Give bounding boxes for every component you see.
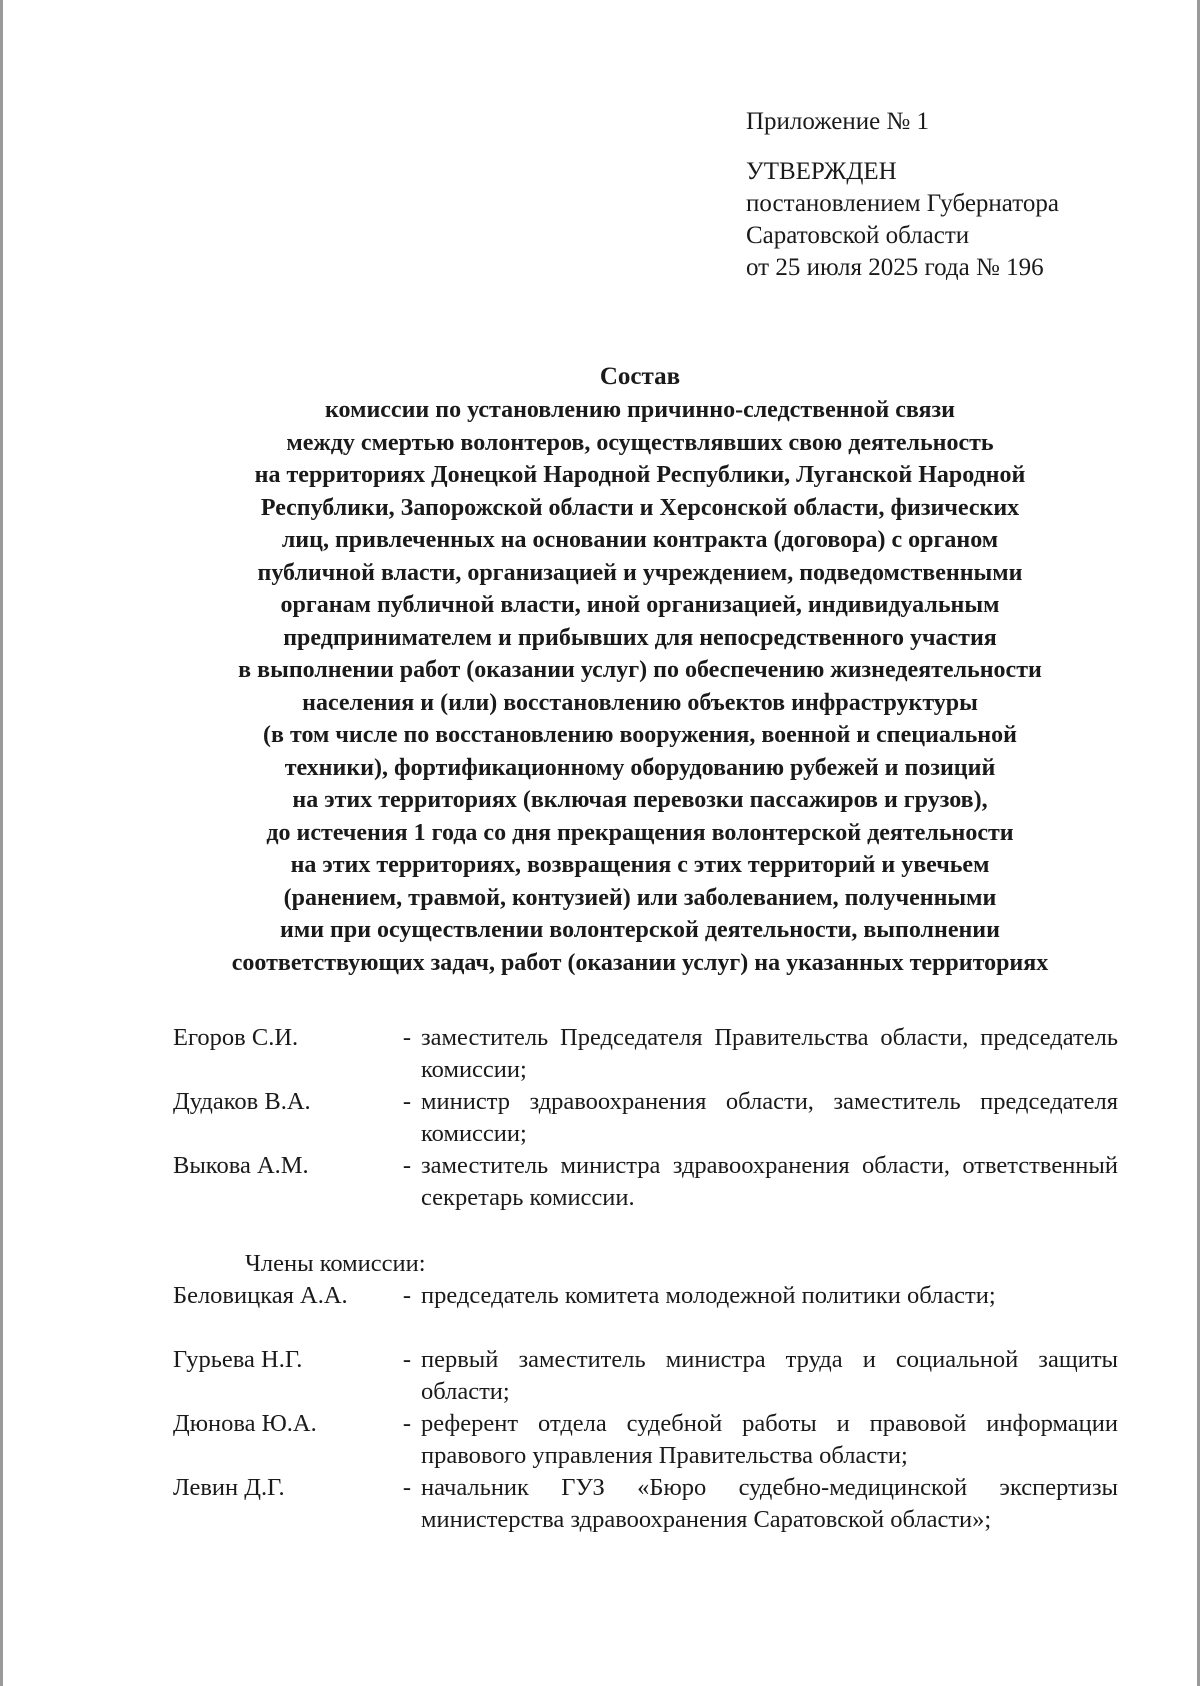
title-line: (в том числе по восстановлению вооружения, военной и специальной [263,722,1017,748]
dash-separator: - [402,1346,412,1373]
title-line: до истечения 1 года со дня прекращения волонтерской деятельности [266,819,1014,846]
title-line: населения и (или) восстановлению объектов инфраструктуры [302,689,978,716]
scan-edge-left [0,0,3,1686]
title-line: лиц, привлеченных на основании контракта (договора) с органом [281,527,999,553]
person-name: Выкова А.М. [173,1152,309,1179]
dash-separator: - [402,1410,412,1437]
title-line: публичной власти, организацией и учреждением, подведомственными [257,559,1023,586]
member-row [173,1472,1118,1536]
approved-stamp-text: УТВЕРЖДЕН [746,158,897,185]
title-line: Республики, Запорожской области и Херсонской области, физических [260,494,1020,521]
dash-separator: - [402,1282,412,1309]
title-line: (ранением, травмой, контузией) или заболеванием, полученными [283,884,997,911]
dash-separator: - [402,1088,412,1115]
commission-list [173,1022,1118,1536]
person-name: Егоров С.И. [173,1024,299,1051]
title-line: ими при осуществлении волонтерской деятельности, выполнении [280,917,1000,943]
person-name: Левин Д.Г. [173,1474,285,1501]
person-name: Беловицкая А.А. [173,1282,348,1309]
title-line: между смертью волонтеров, осуществлявших свою деятельность [286,429,994,456]
dash-separator: - [402,1024,412,1051]
approval-line-2: Саратовской области [746,222,970,249]
member-row [173,1344,1118,1408]
title-subtitle [160,394,1120,979]
title-line: в выполнении работ (оказании услуг) по обеспечению жизнедеятельности [238,657,1042,683]
title-heading: Состав [599,363,681,390]
member-row [173,1408,1118,1472]
person-role: первый заместитель министра труда и социальной защиты области; [421,1346,1118,1405]
person-role: заместитель Председателя Правительства области, председатель комиссии; [421,1024,1118,1083]
member-row [173,1280,1118,1312]
title-line: на территориях Донецкой Народной Республики, Луганской Народной [254,462,1026,488]
title-line: соответствующих задач, работ (оказании услуг) на указанных территориях [231,949,1049,976]
person-name: Дюнова Ю.А. [173,1410,317,1437]
leadership-row [173,1022,1118,1086]
leadership-row [173,1086,1118,1150]
dash-separator: - [402,1152,412,1179]
person-role: министр здравоохранения области, заместитель председателя комиссии; [421,1088,1118,1147]
person-name: Гурьева Н.Г. [173,1346,303,1373]
approval-line-3: от 25 июля 2025 года № 196 [746,254,1044,281]
title-line: на этих территориях, возвращения с этих территорий и увечьем [290,852,990,878]
dash-separator: - [402,1474,412,1501]
document-title [160,360,1120,979]
person-role: заместитель министра здравоохранения области, ответственный секретарь комиссии. [421,1152,1118,1211]
title-line: на этих территориях (включая перевозки пассажиров и грузов), [292,787,988,813]
approval-line-1: постановлением Губернатора [746,190,1059,217]
approval-block [746,106,1059,284]
leadership-row [173,1150,1118,1214]
title-line: предпринимателем и прибывших для непосредственного участия [283,624,997,651]
person-role: референт отдела судебной работы и правовой информации правового управления Правительства области; [421,1410,1118,1469]
appendix-label: Приложение № 1 [746,108,930,135]
person-role: начальник ГУЗ «Бюро судебно-медицинской экспертизы министерства здравоохранения Саратовской области»; [421,1474,1118,1533]
title-line: комиссии по установлению причинно-следственной связи [325,397,955,423]
title-line: техники), фортификационному оборудованию рубежей и позиций [284,754,996,781]
title-line: органам публичной власти, иной организацией, индивидуальным [280,592,1000,618]
members-heading: Члены комиссии: [245,1250,426,1277]
person-role: председатель комитета молодежной политики области; [421,1282,996,1309]
person-name: Дудаков В.А. [173,1088,311,1115]
